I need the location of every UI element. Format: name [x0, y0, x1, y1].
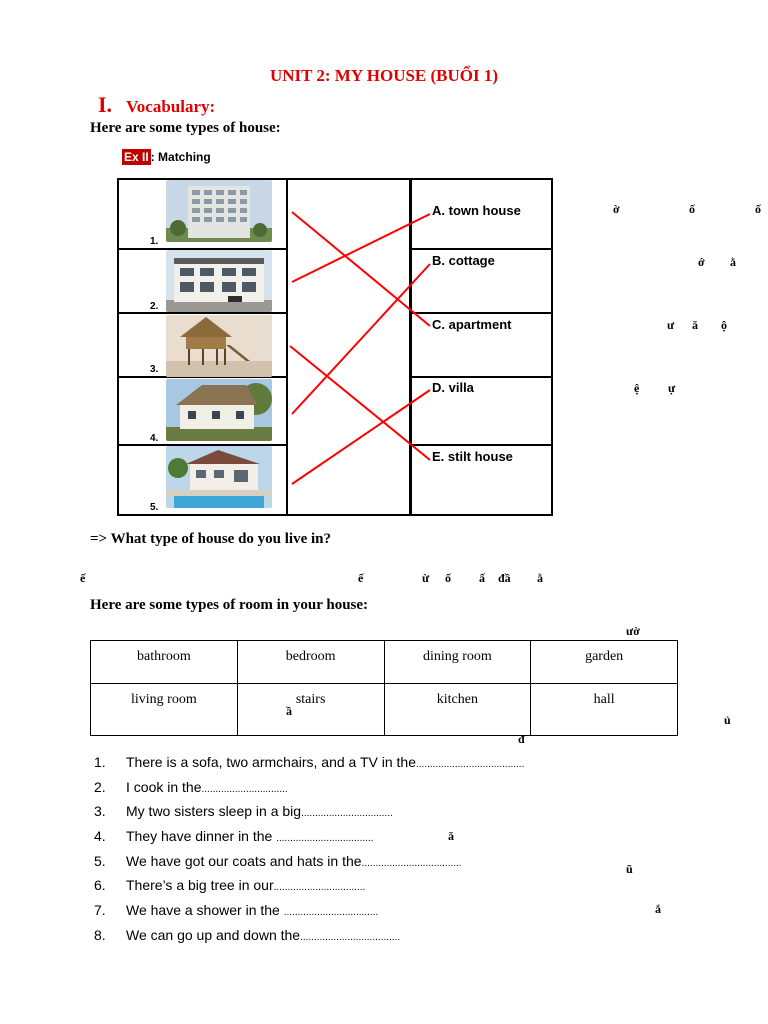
table-row — [91, 684, 678, 736]
vn-fragment: ự — [668, 381, 676, 395]
room-cell: garden — [531, 641, 678, 684]
table-row — [91, 641, 678, 684]
match-line-2-a — [292, 214, 430, 282]
room-cell: bedroom — [237, 641, 384, 684]
intro-house-types: Here are some types of house: — [90, 120, 281, 136]
item-number: 2. — [94, 778, 106, 795]
room-cell: dining room — [384, 641, 531, 684]
vn-fragment: ă — [448, 829, 454, 843]
answer-blank[interactable]: .................................... — [300, 931, 401, 943]
vn-fragment: ủ — [724, 713, 731, 727]
match-line-1-c — [292, 212, 430, 326]
vn-fragment: ư — [667, 318, 675, 332]
vn-fragment: ằ — [730, 255, 736, 269]
item-number: 8. — [94, 926, 106, 943]
vn-fragment: đầ — [498, 571, 511, 585]
list-item — [94, 824, 524, 849]
answer-blank[interactable]: ................................. — [273, 882, 366, 894]
item-number: 4. — [94, 828, 106, 845]
item-text: There’s a big tree in our — [126, 877, 274, 894]
vn-fragment: ằ — [537, 571, 543, 585]
section-number: I. — [98, 92, 113, 117]
vn-fragment: ấ — [479, 571, 485, 585]
room-cell: kitchen — [384, 684, 531, 736]
item-number: 3. — [94, 803, 106, 820]
match-line-3-e — [290, 346, 430, 460]
vn-fragment: ớ — [698, 255, 705, 269]
option-c: C. apartment — [432, 317, 512, 332]
room-cell: living room — [91, 684, 238, 736]
list-item — [94, 750, 524, 775]
list-item — [94, 898, 524, 923]
vn-fragment: đ — [518, 732, 525, 746]
vn-fragment: ệ — [634, 381, 640, 395]
intro-room-types: Here are some types of room in your house: — [90, 597, 369, 613]
list-item — [94, 849, 524, 874]
item-number: 5. — [94, 852, 106, 869]
fill-in-list — [94, 750, 524, 948]
vn-fragment: ế — [80, 571, 86, 585]
vn-fragment: ầ — [286, 704, 292, 718]
option-e: E. stilt house — [432, 449, 513, 464]
vn-fragment: ố — [755, 202, 761, 216]
picture-number: 3. — [150, 364, 159, 375]
vn-fragment: ế — [358, 571, 364, 585]
list-item — [94, 923, 524, 948]
answer-blank[interactable]: ................................... — [276, 833, 374, 845]
rooms-table — [90, 640, 678, 736]
exercise-badge: Ex II — [124, 150, 149, 164]
list-item — [94, 775, 524, 800]
vn-fragment: ừ — [422, 571, 430, 585]
item-number: 1. — [94, 754, 106, 770]
room-cell: bathroom — [91, 641, 238, 684]
exercise-title: : Matching — [150, 150, 211, 164]
picture-number: 2. — [150, 301, 159, 312]
vn-fragment: ố — [689, 202, 695, 216]
section-label: Vocabulary: — [126, 97, 216, 116]
item-number: 7. — [94, 902, 106, 919]
option-b: B. cottage — [432, 253, 495, 268]
item-text: I cook in the — [126, 778, 202, 795]
picture-number: 4. — [150, 433, 159, 444]
answer-blank[interactable]: ....................................... — [416, 759, 525, 770]
room-cell: hall — [531, 684, 678, 736]
item-text: We can go up and down the — [126, 926, 301, 943]
match-line-4-b — [292, 264, 430, 414]
item-text: We have a shower in the — [126, 902, 284, 919]
item-text: My two sisters sleep in a big — [126, 803, 302, 820]
vn-fragment: ộ — [721, 318, 727, 332]
option-a: A. town house — [432, 203, 521, 218]
item-text: We have got our coats and hats in the — [126, 852, 362, 869]
list-item — [94, 873, 524, 898]
vn-fragment: ắ — [655, 902, 661, 916]
vn-fragment: ờ — [613, 202, 620, 216]
answer-blank[interactable]: .................................. — [283, 907, 379, 919]
item-text: There is a sofa, two armchairs, and a TV in the — [126, 754, 416, 770]
room-cell: stairs — [237, 684, 384, 736]
picture-number: 5. — [150, 502, 159, 513]
answer-blank[interactable]: ............................... — [201, 783, 288, 795]
vn-fragment: ố — [445, 571, 451, 585]
vn-fragment: ũ — [626, 862, 633, 876]
vn-fragment: ă — [692, 318, 698, 332]
page-title: UNIT 2: MY HOUSE (BUỔI 1) — [269, 66, 499, 85]
list-item — [94, 799, 524, 824]
option-d: D. villa — [432, 380, 474, 395]
answer-blank[interactable]: ................................. — [301, 808, 393, 820]
item-text: They have dinner in the — [126, 828, 277, 845]
item-number: 6. — [94, 877, 106, 894]
vn-fragment: ườ — [626, 624, 640, 638]
picture-number: 1. — [150, 236, 159, 247]
house-question: => What type of house do you live in? — [90, 531, 332, 547]
answer-blank[interactable]: .................................... — [361, 857, 462, 869]
